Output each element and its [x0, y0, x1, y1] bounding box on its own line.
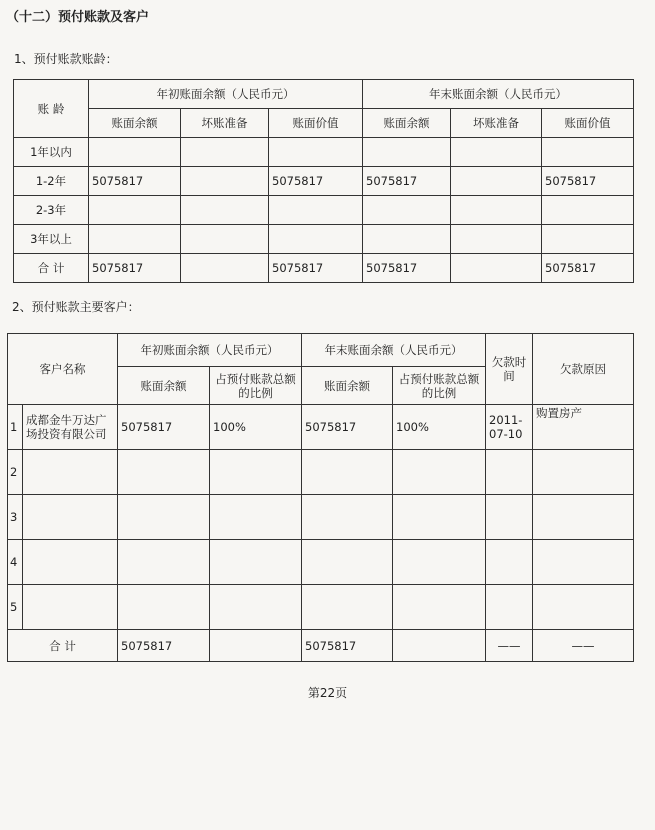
cell — [542, 225, 634, 254]
customer-header: 客户名称 — [8, 334, 118, 405]
aging-table — [13, 79, 634, 283]
debt-time: —— — [486, 630, 533, 662]
cell: 100% — [210, 405, 302, 450]
cell — [363, 138, 451, 167]
cell — [210, 450, 302, 495]
page-number: 第22页 — [307, 686, 348, 700]
cell — [210, 495, 302, 540]
cell — [269, 225, 363, 254]
table-row — [8, 495, 634, 540]
cell — [302, 540, 393, 585]
cell — [302, 495, 393, 540]
cell — [451, 225, 542, 254]
debt-reason — [533, 585, 634, 630]
cell — [393, 495, 486, 540]
cell: 5075817 — [363, 167, 451, 196]
customer-name — [23, 585, 118, 630]
col-header: 坏账准备 — [181, 109, 269, 138]
col-header: 账面余额 — [302, 367, 393, 405]
cell — [302, 450, 393, 495]
cell: 5075817 — [302, 405, 393, 450]
table-row — [14, 225, 634, 254]
col-header: 坏账准备 — [451, 109, 542, 138]
cell — [542, 138, 634, 167]
col-header: 占预付账款总额的比例 — [210, 367, 302, 405]
cell — [210, 585, 302, 630]
col-header: 账面价值 — [269, 109, 363, 138]
row-number: 5 — [8, 585, 23, 630]
cell — [302, 585, 393, 630]
cell — [451, 254, 542, 283]
debt-time — [486, 450, 533, 495]
cell — [451, 167, 542, 196]
cell — [451, 138, 542, 167]
cell — [393, 630, 486, 662]
debt-time: 2011-07-10 — [486, 405, 533, 450]
table-row — [8, 540, 634, 585]
table-row — [8, 450, 634, 495]
cell — [210, 540, 302, 585]
cell — [181, 225, 269, 254]
total-label: 合 计 — [8, 630, 118, 662]
cell — [118, 450, 210, 495]
table-row — [14, 167, 634, 196]
cell: 5075817 — [89, 254, 181, 283]
begin-group-header: 年初账面余额（人民币元） — [89, 80, 363, 109]
customer-table — [7, 333, 634, 662]
table-row — [14, 196, 634, 225]
col-header: 账面余额 — [89, 109, 181, 138]
cell — [269, 138, 363, 167]
cell — [363, 225, 451, 254]
debt-reason: 购置房产 — [533, 405, 634, 450]
cell: 5075817 — [118, 630, 210, 662]
cell: 5075817 — [269, 167, 363, 196]
cell: 5075817 — [269, 254, 363, 283]
debt-reason — [533, 540, 634, 585]
cell — [181, 254, 269, 283]
table-row — [8, 405, 634, 450]
total-row — [8, 630, 634, 662]
total-row — [14, 254, 634, 283]
row-number: 2 — [8, 450, 23, 495]
cell: 5075817 — [542, 254, 634, 283]
table-row — [14, 138, 634, 167]
cell — [393, 540, 486, 585]
cell — [393, 585, 486, 630]
cell — [118, 495, 210, 540]
age-cell: 1年以内 — [14, 138, 89, 167]
cell — [181, 167, 269, 196]
cell — [89, 196, 181, 225]
debt-reason — [533, 450, 634, 495]
cell — [210, 630, 302, 662]
row-number: 3 — [8, 495, 23, 540]
age-header: 账 龄 — [14, 80, 89, 138]
cell: 5075817 — [118, 405, 210, 450]
debt-reason — [533, 495, 634, 540]
customer-name — [23, 540, 118, 585]
age-cell: 2-3年 — [14, 196, 89, 225]
cell: 5075817 — [89, 167, 181, 196]
section-heading: （十二）预付账款及客户 — [6, 10, 150, 25]
col-header: 账面余额 — [118, 367, 210, 405]
cell — [118, 585, 210, 630]
cell — [89, 138, 181, 167]
begin-group-header: 年初账面余额（人民币元） — [118, 334, 302, 367]
debt-time — [486, 540, 533, 585]
debt-reason-header: 欠款原因 — [533, 334, 634, 405]
debt-time — [486, 495, 533, 540]
cell — [393, 450, 486, 495]
cell — [89, 225, 181, 254]
cell — [363, 196, 451, 225]
cell: 5075817 — [363, 254, 451, 283]
row-number: 4 — [8, 540, 23, 585]
customer-name: 成都金牛万达广场投资有限公司 — [23, 405, 118, 450]
cell — [542, 196, 634, 225]
row-number: 1 — [8, 405, 23, 450]
end-group-header: 年末账面余额（人民币元） — [302, 334, 486, 367]
section2-title: 2、预付账款主要客户： — [12, 300, 140, 314]
cell: 100% — [393, 405, 486, 450]
cell — [269, 196, 363, 225]
cell: 5075817 — [542, 167, 634, 196]
cell — [451, 196, 542, 225]
debt-reason: —— — [533, 630, 634, 662]
debt-time — [486, 585, 533, 630]
customer-name — [23, 450, 118, 495]
section1-title: 1、预付账款账龄： — [14, 52, 118, 66]
cell — [181, 196, 269, 225]
cell: 5075817 — [302, 630, 393, 662]
col-header: 占预付账款总额的比例 — [393, 367, 486, 405]
end-group-header: 年末账面余额（人民币元） — [363, 80, 634, 109]
debt-time-header: 欠款时间 — [486, 334, 533, 405]
cell — [181, 138, 269, 167]
customer-name — [23, 495, 118, 540]
age-cell: 3年以上 — [14, 225, 89, 254]
cell — [118, 540, 210, 585]
table-row — [8, 585, 634, 630]
col-header: 账面价值 — [542, 109, 634, 138]
col-header: 账面余额 — [363, 109, 451, 138]
age-cell: 1-2年 — [14, 167, 89, 196]
age-cell: 合 计 — [14, 254, 89, 283]
